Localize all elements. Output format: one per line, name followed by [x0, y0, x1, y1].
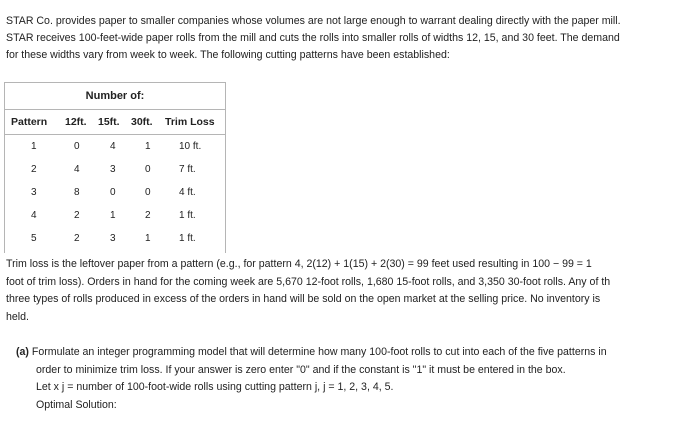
cell-pattern: 4 [31, 210, 37, 221]
table-column-headers [5, 110, 225, 135]
table-group-header: Number of: [5, 83, 225, 110]
cell-12ft: 2 [74, 233, 80, 244]
cell-trim-loss: 1 ft. [179, 233, 196, 244]
cell-12ft: 0 [74, 141, 80, 152]
cell-15ft: 1 [110, 210, 116, 221]
table-row [5, 181, 225, 204]
paragraph-line-4: held. [6, 310, 29, 323]
column-header-trim-loss: Trim Loss [165, 116, 215, 128]
table-row [5, 158, 225, 181]
cell-15ft: 3 [110, 164, 116, 175]
cell-30ft: 0 [145, 187, 151, 198]
cell-30ft: 1 [145, 233, 151, 244]
intro-line-1: STAR Co. provides paper to smaller companies whose volumes are not large enough to warrant dealing directly with the paper mill. [6, 15, 621, 27]
column-header-30ft: 30ft. [131, 116, 153, 128]
optimal-solution-label: Optimal Solution: [36, 398, 117, 411]
intro-line-2: STAR receives 100-feet-wide paper rolls from the mill and cuts the rolls into smaller rolls of widths 12, 15, and 30 feet. The demand [6, 32, 620, 44]
cell-trim-loss: 7 ft. [179, 164, 196, 175]
question-label: (a) [16, 346, 29, 358]
cell-trim-loss: 10 ft. [179, 141, 202, 152]
intro-text [6, 13, 700, 64]
question-a [16, 344, 700, 414]
cell-pattern: 3 [31, 187, 37, 198]
column-header-pattern: Pattern [11, 116, 48, 128]
cell-30ft: 2 [145, 210, 151, 221]
column-header-12ft: 12ft. [65, 116, 87, 128]
cell-pattern: 5 [31, 233, 37, 244]
trim-loss-paragraph [6, 256, 700, 326]
cell-trim-loss: 1 ft. [179, 210, 196, 221]
cell-12ft: 2 [74, 210, 80, 221]
cell-trim-loss: 4 ft. [179, 187, 196, 198]
cell-30ft: 1 [145, 141, 151, 152]
cell-30ft: 0 [145, 164, 151, 175]
paragraph-line-2: foot of trim loss). Orders in hand for the coming week are 5,670 12-foot rolls, 1,680 15-foot rolls, and 3,350 30-foot rolls. Any of th [6, 275, 611, 288]
question-line-1 [16, 344, 700, 362]
table-row [5, 204, 225, 227]
question-line-2: order to minimize trim loss. If your answer is zero enter "0" and if the constant is "1" it must be entered in the box. [36, 363, 566, 376]
table-row [5, 227, 225, 250]
question-line-3: Let x j = number of 100-foot-wide rolls using cutting pattern j, j = 1, 2, 3, 4, 5. [36, 381, 394, 393]
cell-15ft: 4 [110, 141, 116, 152]
cell-pattern: 2 [31, 164, 37, 175]
question-text-1: Formulate an integer programming model that will determine how many 100-foot rolls to cut into each of the five patterns in [31, 346, 607, 358]
cell-12ft: 8 [74, 187, 80, 198]
cell-pattern: 1 [31, 141, 37, 152]
paragraph-line-1: Trim loss is the leftover paper from a pattern (e.g., for pattern 4, 2(12) + 1(15) + 2(30) = 99 feet used resulting in 100 − 99 = 1 [6, 258, 592, 270]
column-header-15ft: 15ft. [98, 116, 120, 128]
cell-15ft: 3 [110, 233, 116, 244]
paragraph-line-3: three types of rolls produced in excess of the orders in hand will be sold on the open market at the selling price. No inventory is [6, 293, 601, 305]
intro-line-3: for these widths vary from week to week. The following cutting patterns have been established: [6, 49, 450, 61]
cell-15ft: 0 [110, 187, 116, 198]
cutting-patterns-table [4, 82, 226, 253]
table-row [5, 135, 225, 158]
cell-12ft: 4 [74, 164, 80, 175]
